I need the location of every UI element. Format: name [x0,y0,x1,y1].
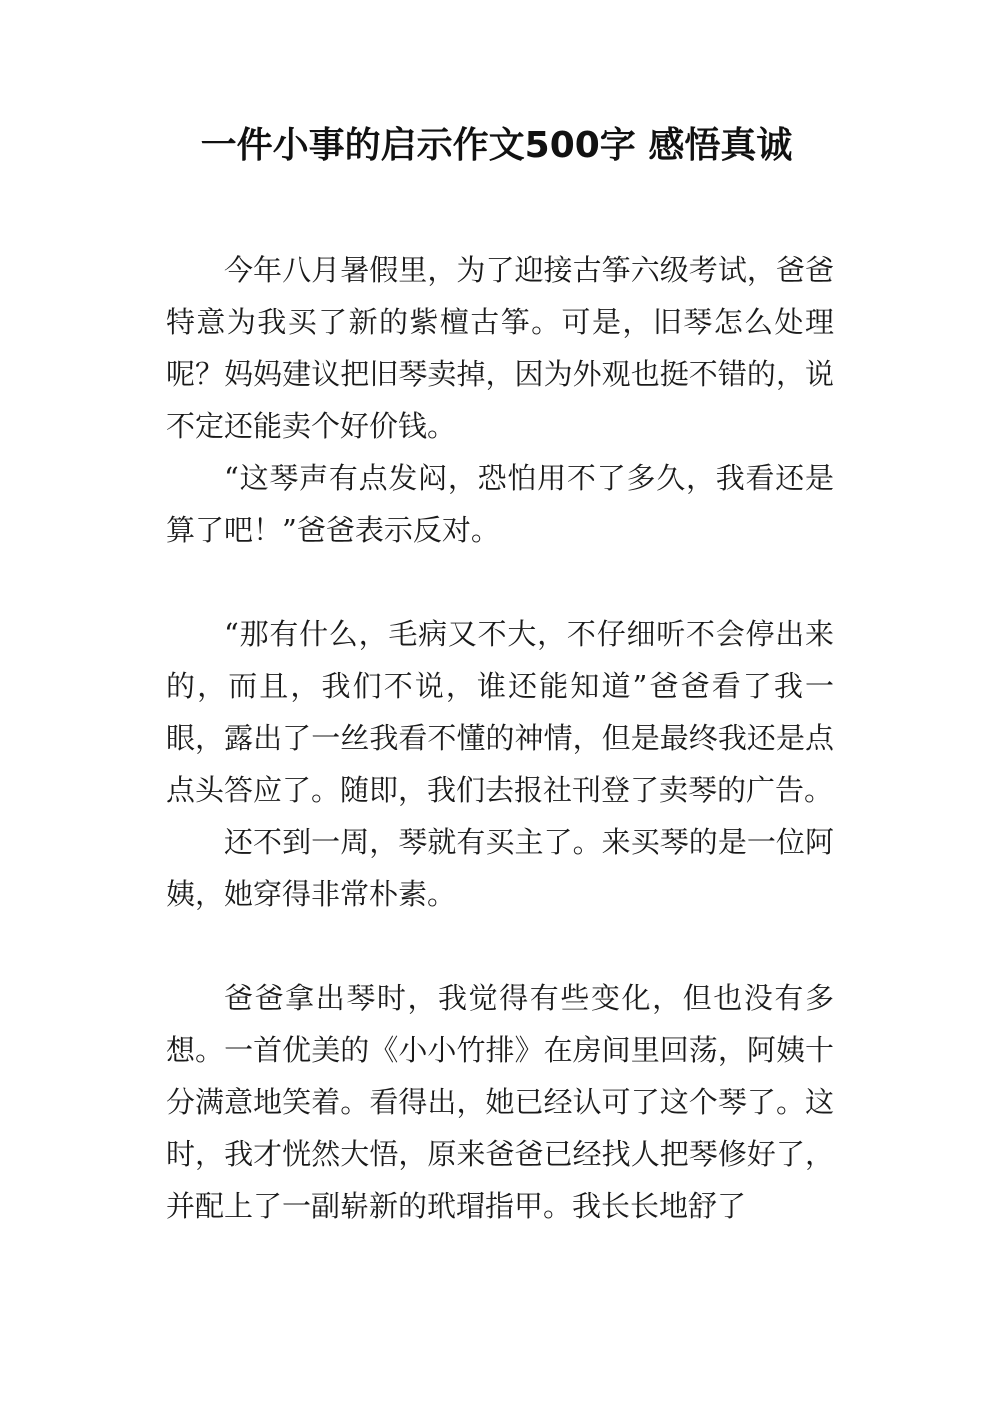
paragraph-5: 爸爸拿出琴时，我觉得有些变化，但也没有多想。一首优美的《小小竹排》在房间里回荡，阿姨十分满意地笑着。看得出，她已经认可了这个琴了。这时，我才恍然大悟，原来爸爸已经找人把琴修好了，并配上了一副崭新的玳瑁指甲。我长长地舒了 [166,981,834,1223]
page-title: 一件小事的启示作文500字 感悟真诚 [200,125,793,166]
paragraph-2: “这琴声有点发闷，恐怕用不了多久，我看还是算了吧！”爸爸表示反对。 [166,461,834,547]
paragraph-1: 今年八月暑假里，为了迎接古筝六级考试，爸爸特意为我买了新的紫檀古筝。可是，旧琴怎么处理呢？妈妈建议把旧琴卖掉，因为外观也挺不错的，说不定还能卖个好价钱。 [166,253,834,443]
paragraph-spacer [166,556,834,608]
paragraph-spacer [166,920,834,972]
paragraph-3: “那有什么，毛病又不大，不仔细听不会停出来的，而且，我们不说，谁还能知道”爸爸看了我一眼，露出了一丝我看不懂的神情，但是最终我还是点点头答应了。随即，我们去报社刊登了卖琴的广告。 [166,617,834,807]
article-body [166,244,834,1232]
paragraph-4: 还不到一周，琴就有买主了。来买琴的是一位阿姨，她穿得非常朴素。 [166,825,834,911]
